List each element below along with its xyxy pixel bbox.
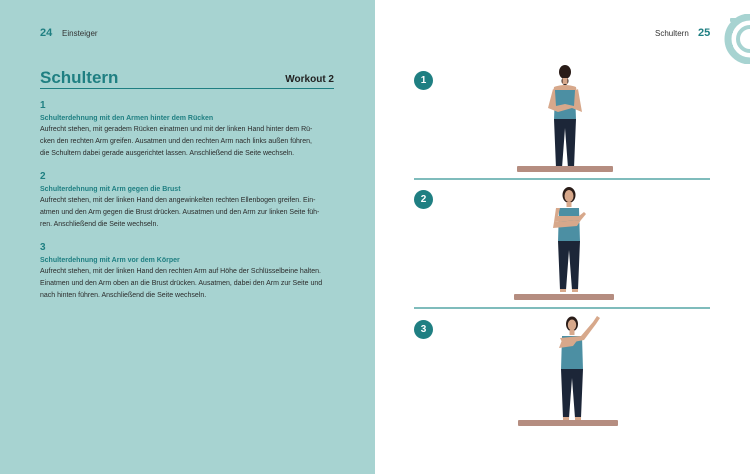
exercise-title: Schulterdehnung mit Arm vor dem Körper [40, 257, 180, 264]
exercise-mat [518, 420, 618, 426]
description-line: Aufrecht stehen, mit der linken Hand den rechten Arm auf Höhe der Schlüsselbeine halten. [40, 268, 321, 275]
photo-number-badge: 3 [414, 320, 433, 339]
exercise-1 [40, 100, 336, 160]
right-page-number: 25 [698, 27, 711, 39]
exercise-title: Schulterdehnung mit den Armen hinter dem Rücken [40, 115, 214, 122]
woman-stretch-arms-behind-back-image [535, 62, 595, 174]
description-line: Aufrecht stehen, mit der linken Hand den angewinkelten rechten Ellenbogen greifen. Ein- [40, 197, 316, 204]
exercise-mat [514, 294, 614, 300]
title-rule [40, 88, 334, 89]
photo-divider [414, 307, 710, 309]
exercise-number: 1 [40, 100, 46, 111]
exercise-number: 2 [40, 171, 46, 182]
woman-stretch-arm-in-front-image [545, 312, 605, 424]
exercise-description [40, 124, 336, 160]
exercise-number: 3 [40, 242, 46, 253]
exercise-title: Schulterdehnung mit Arm gegen die Brust [40, 186, 181, 193]
photo-divider [414, 178, 710, 180]
description-line: Aufrecht stehen, mit geradem Rücken einatmen und mit der linken Hand hinter dem Rü- [40, 126, 313, 133]
left-running-head: Einsteiger [62, 29, 98, 38]
description-line: Einatmen und den Arm oben an die Brust drücken. Ausatmen, dabei den Arm zur Seite und [40, 280, 323, 287]
description-line: die Schultern dabei gerade ausgerichtet lassen. Anschließend die Seite wechseln. [40, 150, 295, 157]
description-line: cken den rechten Arm greifen. Ausatmen und den rechten Arm nach links außen führen, [40, 138, 312, 145]
description-line: nach hinten führen. Anschließend die Seite wechseln. [40, 292, 207, 299]
description-line: ren. Anschließend die Seite wechseln. [40, 221, 159, 228]
exercise-2 [40, 171, 336, 231]
exercise-mat [517, 166, 613, 172]
page-title: Schultern [40, 68, 119, 87]
exercise-description [40, 266, 336, 302]
right-page [375, 0, 750, 474]
workout-label: Workout 2 [285, 74, 334, 85]
exercise-description [40, 195, 336, 231]
woman-stretch-arm-across-chest-image [539, 184, 599, 296]
photo-number-badge: 1 [414, 71, 433, 90]
right-running-head: Schultern [655, 29, 689, 38]
stopwatch-graphic-icon [700, 14, 750, 64]
exercise-3 [40, 242, 336, 302]
left-page-number: 24 [40, 27, 53, 39]
photo-number-badge: 2 [414, 190, 433, 209]
description-line: atmen und den Arm gegen die Brust drücken. Ausatmen und den Arm zur linken Seite füh- [40, 209, 320, 216]
